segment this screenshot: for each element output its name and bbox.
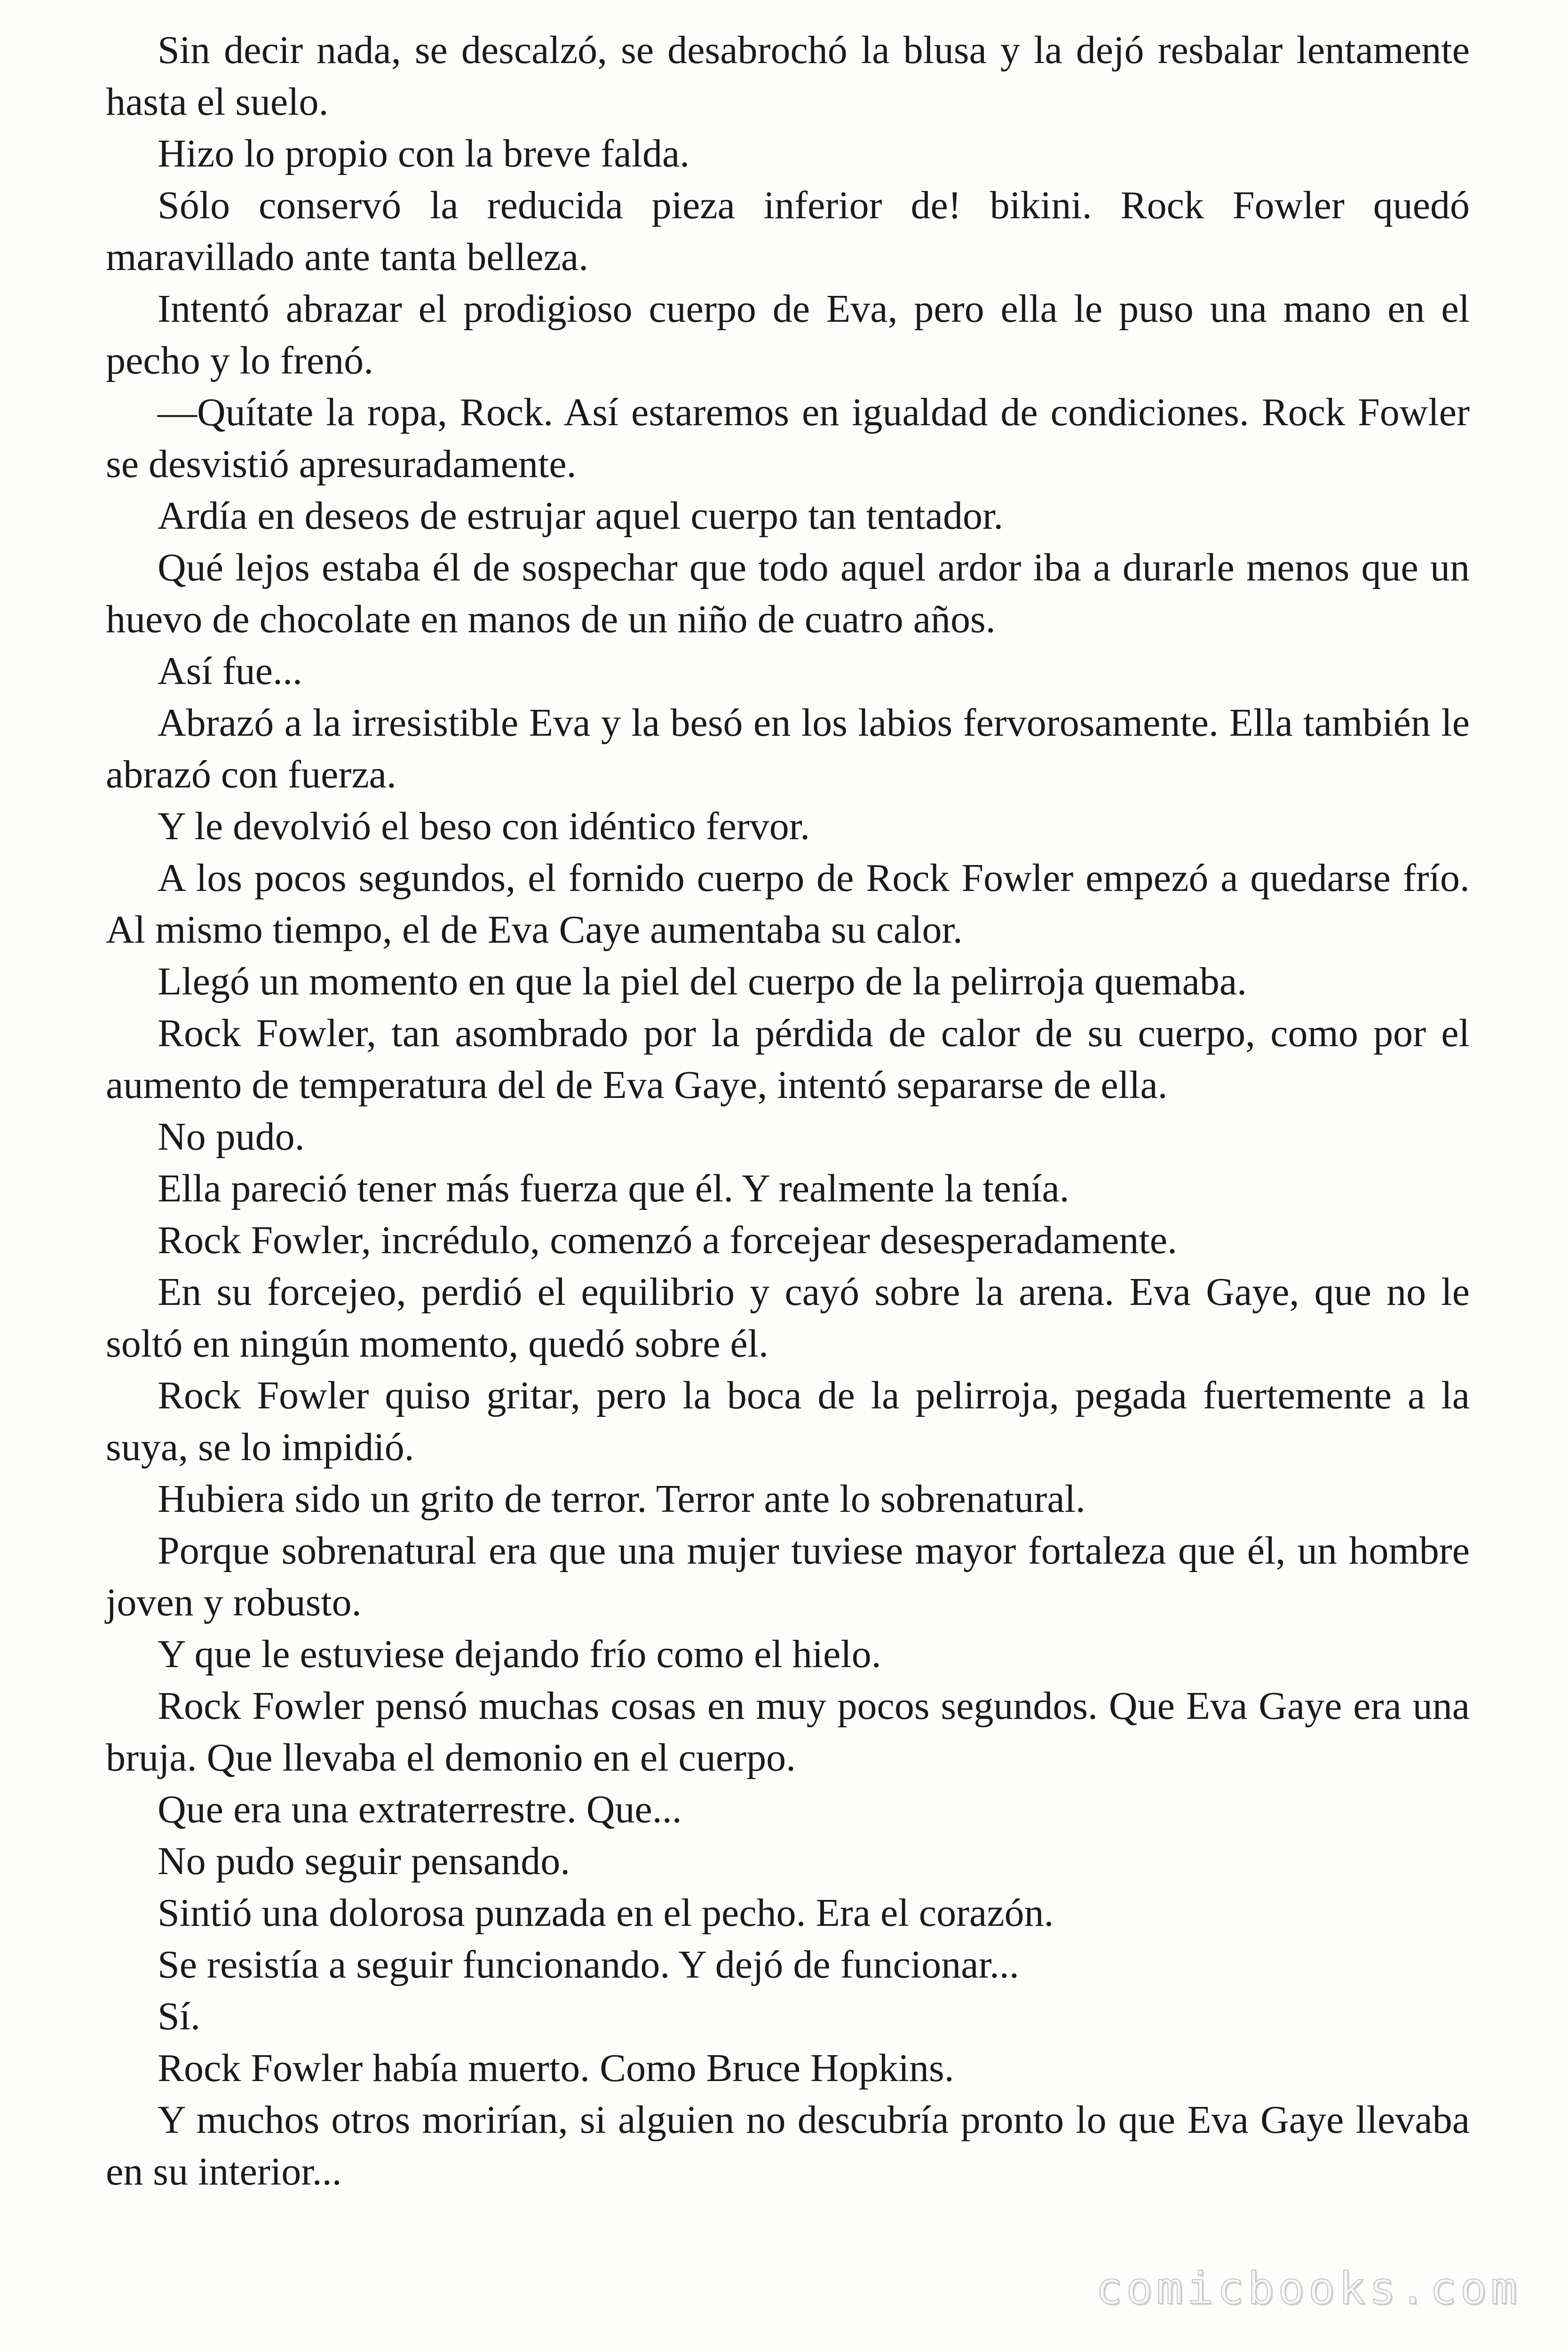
paragraph: Se resistía a seguir funcionando. Y dejó de funcionar...: [158, 1943, 1019, 1986]
paragraph: No pudo seguir pensando.: [158, 1839, 570, 1883]
paragraph: Que era una extraterrestre. Que...: [158, 1788, 682, 1831]
paragraph: Rock Fowler quiso gritar, pero la boca de la pelirroja, pegada fuertemente a la suya, se lo impidió.: [106, 1374, 1470, 1469]
paragraph: Y muchos otros morirían, si alguien no descubría pronto lo que Eva Gaye llevaba en su interior...: [106, 2098, 1470, 2193]
paragraph: Ardía en deseos de estrujar aquel cuerpo tan tentador.: [158, 494, 1004, 538]
paragraph: Abrazó a la irresistible Eva y la besó en los labios fervorosamente. Ella también le abrazó con fuerza.: [106, 701, 1470, 796]
paragraph: —Quítate la ropa, Rock. Así estaremos en igualdad de condiciones. Rock Fowler se desvistió apresuradamente.: [106, 390, 1470, 486]
paragraph: Llegó un momento en que la piel del cuerpo de la pelirroja quemaba.: [158, 960, 1247, 1003]
paragraph: Rock Fowler había muerto. Como Bruce Hopkins.: [158, 2046, 954, 2090]
paragraph: Así fue...: [158, 649, 302, 693]
paragraph: Rock Fowler pensó muchas cosas en muy pocos segundos. Que Eva Gaye era una bruja. Que llevaba el demonio en el cuerpo.: [106, 1684, 1470, 1780]
paragraph: Y que le estuviese dejando frío como el hielo.: [158, 1632, 881, 1676]
paragraph: Hizo lo propio con la breve falda.: [158, 132, 690, 175]
paragraph: Y le devolvió el beso con idéntico fervor.: [158, 804, 810, 848]
paragraph: Porque sobrenatural era que una mujer tuviese mayor fortaleza que él, un hombre joven y robusto.: [106, 1529, 1470, 1624]
paragraph: Sí.: [158, 1994, 201, 2038]
paragraph: Sólo conservó la reducida pieza inferior de! bikini. Rock Fowler quedó maravillado ante tanta belleza.: [106, 183, 1470, 279]
paragraph: Hubiera sido un grito de terror. Terror ante lo sobrenatural.: [158, 1477, 1085, 1521]
paragraph: No pudo.: [158, 1115, 305, 1159]
paragraph: A los pocos segundos, el fornido cuerpo de Rock Fowler empezó a quedarse frío. Al mismo tiempo, el de Eva Caye aumentaba su calor.: [106, 856, 1470, 952]
page-text: [106, 24, 1470, 2198]
paragraph: Rock Fowler, incrédulo, comenzó a forcejear desesperadamente.: [158, 1218, 1178, 1262]
paragraph: Rock Fowler, tan asombrado por la pérdida de calor de su cuerpo, como por el aumento de temperatura del de Eva Gaye, intentó separarse de ella.: [106, 1011, 1470, 1107]
paragraph: Sin decir nada, se descalzó, se desabrochó la blusa y la dejó resbalar lentamente hasta el suelo.: [106, 28, 1470, 124]
paragraph: En su forcejeo, perdió el equilibrio y cayó sobre la arena. Eva Gaye, que no le soltó en ningún momento, quedó sobre él.: [106, 1270, 1470, 1366]
paragraph: Sintió una dolorosa punzada en el pecho. Era el corazón.: [158, 1891, 1054, 1935]
paragraph: Intentó abrazar el prodigioso cuerpo de Eva, pero ella le puso una mano en el pecho y lo frenó.: [106, 287, 1470, 382]
paragraph: Qué lejos estaba él de sospechar que todo aquel ardor iba a durarle menos que un huevo de chocolate en manos de un niño de cuatro años.: [106, 546, 1470, 641]
watermark: comicbooks.com: [1095, 2263, 1521, 2314]
paragraph: Ella pareció tener más fuerza que él. Y realmente la tenía.: [158, 1167, 1069, 1210]
